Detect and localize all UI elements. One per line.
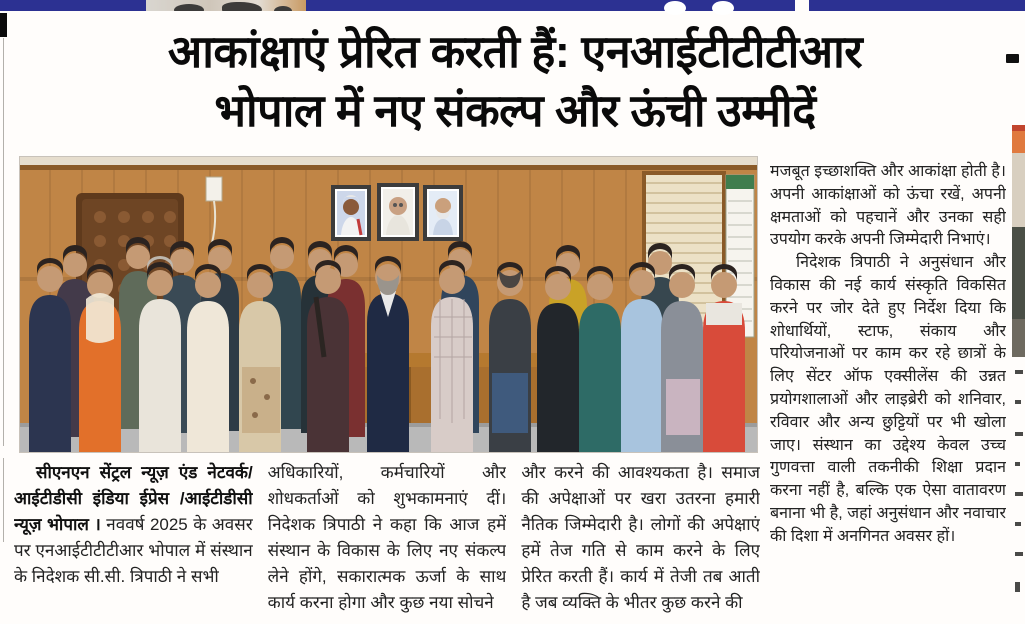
column-3-text: और करने की आवश्यकता है। समाज की अपेक्षाओं पर खरा उतरना हमारी नैतिक जिम्मेदारी है। लोगों की अपेक्षाएं हमें तेज गति से काम करने के लिए प्रेरित करती हैं। कार्य में तेजी तब आती है जब व्यक्ति के भीतर कुछ करने की — [521, 463, 761, 612]
article-column-2 — [268, 460, 507, 622]
wall-portraits — [331, 183, 463, 241]
right-edge-text-fragment — [1015, 582, 1020, 592]
right-edge-text-fragment — [1015, 552, 1023, 556]
article-column-1 — [14, 460, 253, 622]
left-column-rule — [3, 38, 4, 446]
group-photo-illustration — [20, 157, 757, 452]
column-1-text: नववर्ष 2025 के अवसर पर एनआईटीटीटीआर भोपाल में संस्थान के निदेशक सी.सी. त्रिपाठी ने सभी — [14, 515, 253, 586]
headline-line-1: आकांक्षाएं प्रेरित करती हैं: एनआईटीटीटीआर — [167, 26, 863, 77]
left-column-rule — [3, 458, 4, 542]
column-1-paragraph — [14, 460, 253, 590]
masthead-letter-bottoms — [660, 0, 750, 11]
right-edge-photo-fragment — [1012, 125, 1025, 357]
article-right-column — [770, 161, 1006, 619]
article-headline — [20, 22, 1010, 154]
group-photo — [20, 157, 757, 452]
right-edge-text-fragment — [1015, 432, 1023, 436]
right-edge-text-fragment — [1015, 462, 1020, 466]
dateline-credit: सीएनएन सेंट्रल न्यूज़ एंड नेटवर्क/आईटीडीसी इंडिया ईप्रेस /आईटीडीसी न्यूज़ भोपाल । — [14, 463, 253, 534]
headline-line-2: भोपाल में नए संकल्प और ऊंची उम्मीदें — [214, 85, 816, 136]
right-edge-text-fragment — [1015, 400, 1021, 404]
left-edge-ink-mark — [0, 13, 7, 37]
right-edge-text-fragment — [1015, 522, 1021, 526]
masthead-photo-fragment — [146, 0, 306, 11]
article-column-3 — [521, 460, 760, 622]
masthead-bar-segment — [0, 0, 146, 11]
masthead-bar-segment — [809, 0, 1025, 11]
right-edge-text-fragment — [1015, 370, 1023, 374]
column-2-text: अधिकारियों, कर्मचारियों और शोधकर्ताओं को शुभकामनाएं दीं। निदेशक त्रिपाठी ने कहा कि आज हमें संस्थान के विकास के लिए नए संकल्प लेने होंगे, सकारात्मक ऊर्जा के साथ कार्य करना होगा और कुछ नया सोचने — [267, 463, 507, 612]
right-edge-text-fragment — [1015, 492, 1023, 496]
masthead-strip — [0, 0, 1025, 12]
right-column-paragraph-2: निदेशक त्रिपाठी ने अनुसंधान और विकास की नई कार्य संस्कृति विकसित करने पर जोर देते हुए निर्देश दिया कि शोधार्थियों, स्टाफ, संकाय और परियोजनाओं पर काम कर रहे छात्रों के लिए सेंटर ऑफ एक्सीलेंस की उन्नत प्रयोगशालाओं और लाइब्रेरी को शनिवार, रविवार और अन्य छुट्टियों पर भी खोला जाए। संस्थान का उद्देश्य केवल उच्च गुणवत्ता वाली तकनीकी शिक्षा प्रदान करना नहीं है, बल्कि एक ऐसा वातावरण बनाना भी है, जहां अनुसंधान और नवाचार की दिशा में अनगिनत अवसर हों। — [770, 254, 1006, 545]
article-bottom-columns — [14, 460, 760, 622]
right-column-paragraph-1: मजबूत इच्छाशक्ति और आकांक्षा होती है। अपनी आकांक्षाओं को ऊंचा रखें, अपनी क्षमताओं को पहचानें और उनका सही उपयोग करके अपनी जिम्मेदारी निभाएं। — [770, 163, 1006, 249]
